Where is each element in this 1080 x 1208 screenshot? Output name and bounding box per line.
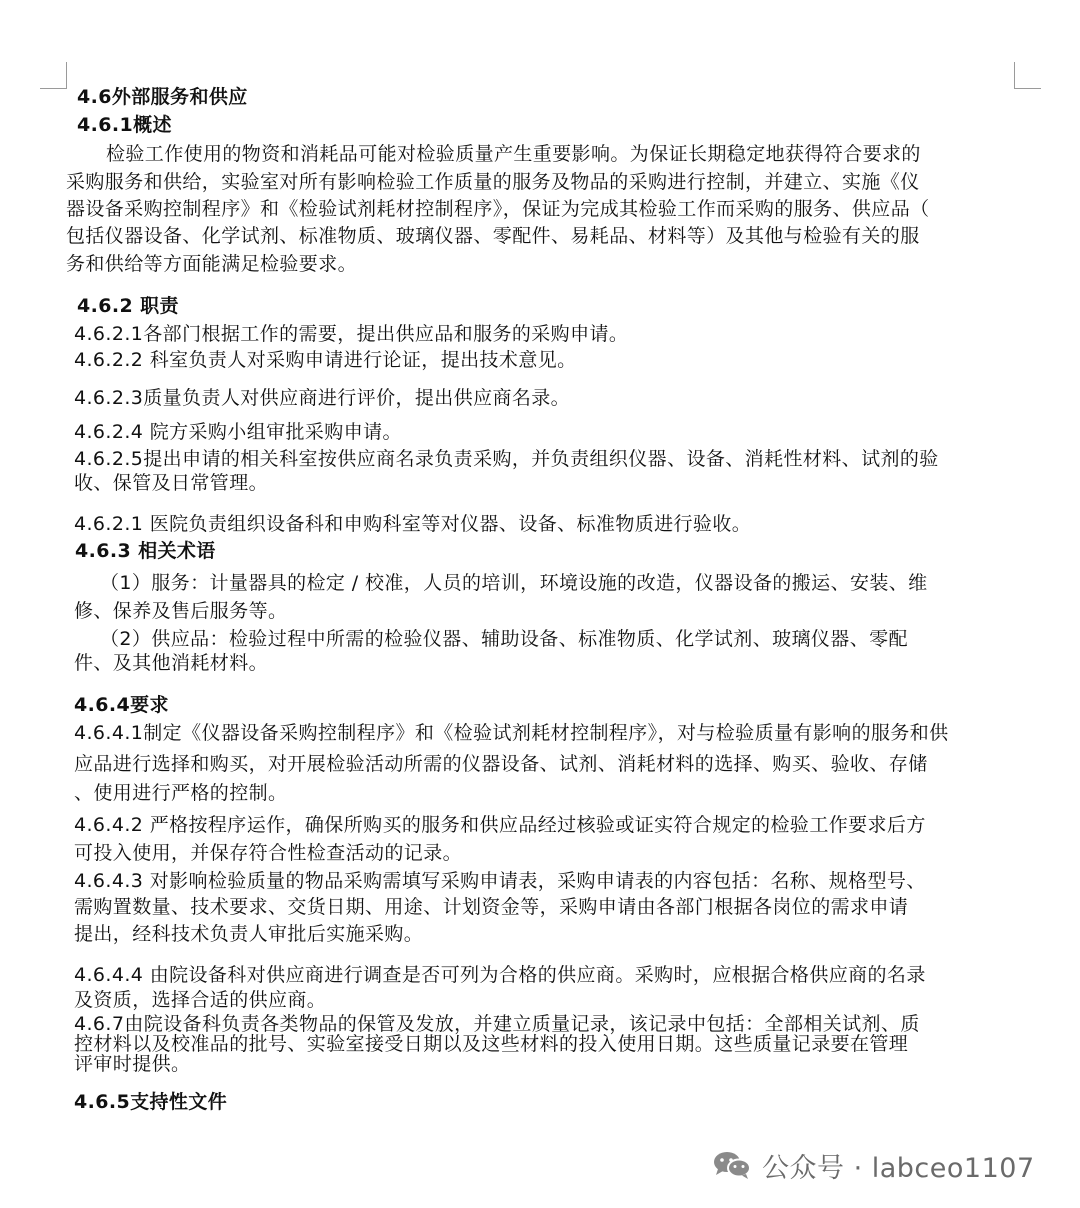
- paragraph-line: 4.6.4.1制定《仪器设备采购控制程序》和《检验试剂耗材控制程序》，对与检验质量有影响的服务和供: [74, 722, 949, 744]
- paragraph-line: 4.6.2.3质量负责人对供应商进行评价，提出供应商名录。: [74, 387, 571, 409]
- paragraph-line: 修、保养及售后服务等。: [74, 600, 288, 622]
- paragraph-line: 4.6.7由院设备科负责各类物品的保管及发放，并建立质量记录，该记录中包括：全部相关试剂、质: [74, 1013, 920, 1035]
- paragraph-line: 务和供给等方面能满足检验要求。: [66, 253, 358, 275]
- page-corner-mark-top-left: [40, 62, 67, 89]
- paragraph-line: 提出，经科技术负责人审批后实施采购。: [74, 923, 424, 945]
- paragraph-line: 采购服务和供给，实验室对所有影响检验工作质量的服务及物品的采购进行控制，并建立、实施《仪: [66, 171, 920, 193]
- paragraph-line: 检验工作使用的物资和消耗品可能对检验质量产生重要影响。为保证长期稳定地获得符合要求的: [106, 143, 921, 165]
- wechat-icon: [712, 1150, 752, 1180]
- watermark-text: 公众号 · labceo1107: [762, 1152, 1035, 1184]
- subsection-heading: 4.6.3 相关术语: [75, 540, 216, 562]
- paragraph-line: 4.6.4.2 严格按程序运作，确保所购买的服务和供应品经过核验或证实符合规定的检验工作要求后方: [74, 814, 926, 836]
- paragraph-line: （1）服务：计量器具的检定 / 校准，人员的培训，环境设施的改造，仪器设备的搬运、安装、维: [100, 572, 928, 594]
- paragraph-line: 4.6.2.4 院方采购小组审批采购申请。: [74, 421, 402, 443]
- paragraph-line: 及资质，选择合适的供应商。: [74, 989, 327, 1011]
- paragraph-line: 4.6.2.2 科室负责人对采购申请进行论证，提出技术意见。: [74, 349, 577, 371]
- subsection-heading: 4.6.5支持性文件: [74, 1091, 228, 1113]
- paragraph-line: 控材料以及校准品的批号、实验室接受日期以及这些材料的投入使用日期。这些质量记录要在管理: [74, 1033, 909, 1055]
- paragraph-line: 4.6.2.1各部门根据工作的需要，提出供应品和服务的采购申请。: [74, 323, 629, 345]
- paragraph-line: 4.6.2.1 医院负责组织设备科和申购科室等对仪器、设备、标准物质进行验收。: [74, 513, 752, 535]
- paragraph-line: 4.6.4.4 由院设备科对供应商进行调查是否可列为合格的供应商。采购时，应根据合格供应商的名录: [74, 964, 926, 986]
- paragraph-line: 应品进行选择和购买，对开展检验活动所需的仪器设备、试剂、消耗材料的选择、购买、验收、存储: [74, 753, 928, 775]
- paragraph-line: 4.6.2.5提出申请的相关科室按供应商名录负责采购，并负责组织仪器、设备、消耗性材料、试剂的验: [74, 448, 939, 470]
- paragraph-line: （2）供应品：检验过程中所需的检验仪器、辅助设备、标准物质、化学试剂、玻璃仪器、零配: [100, 628, 908, 650]
- watermark: [712, 1148, 1035, 1182]
- paragraph-line: 件、及其他消耗材料。: [74, 652, 269, 674]
- paragraph-line: 收、保管及日常管理。: [74, 472, 269, 494]
- paragraph-line: 评审时提供。: [74, 1053, 191, 1075]
- paragraph-line: 可投入使用，并保存符合性检查活动的记录。: [74, 842, 463, 864]
- paragraph-line: 需购置数量、技术要求、交货日期、用途、计划资金等，采购申请由各部门根据各岗位的需求申请: [74, 896, 909, 918]
- subsection-heading: 4.6.1概述: [77, 114, 172, 136]
- subsection-heading: 4.6.2 职责: [77, 295, 179, 317]
- paragraph-line: 包括仪器设备、化学试剂、标准物质、玻璃仪器、零配件、易耗品、材料等）及其他与检验有关的服: [66, 225, 920, 247]
- section-heading: 4.6外部服务和供应: [77, 86, 248, 108]
- paragraph-line: 、使用进行严格的控制。: [74, 782, 288, 804]
- subsection-heading: 4.6.4要求: [74, 694, 169, 716]
- paragraph-line: 4.6.4.3 对影响检验质量的物品采购需填写采购申请表，采购申请表的内容包括：名称、规格型号、: [74, 870, 926, 892]
- paragraph-line: 器设备采购控制程序》和《检验试剂耗材控制程序》，保证为完成其检验工作而采购的服务、供应品（: [66, 198, 930, 220]
- page-corner-mark-top-right: [1014, 62, 1041, 89]
